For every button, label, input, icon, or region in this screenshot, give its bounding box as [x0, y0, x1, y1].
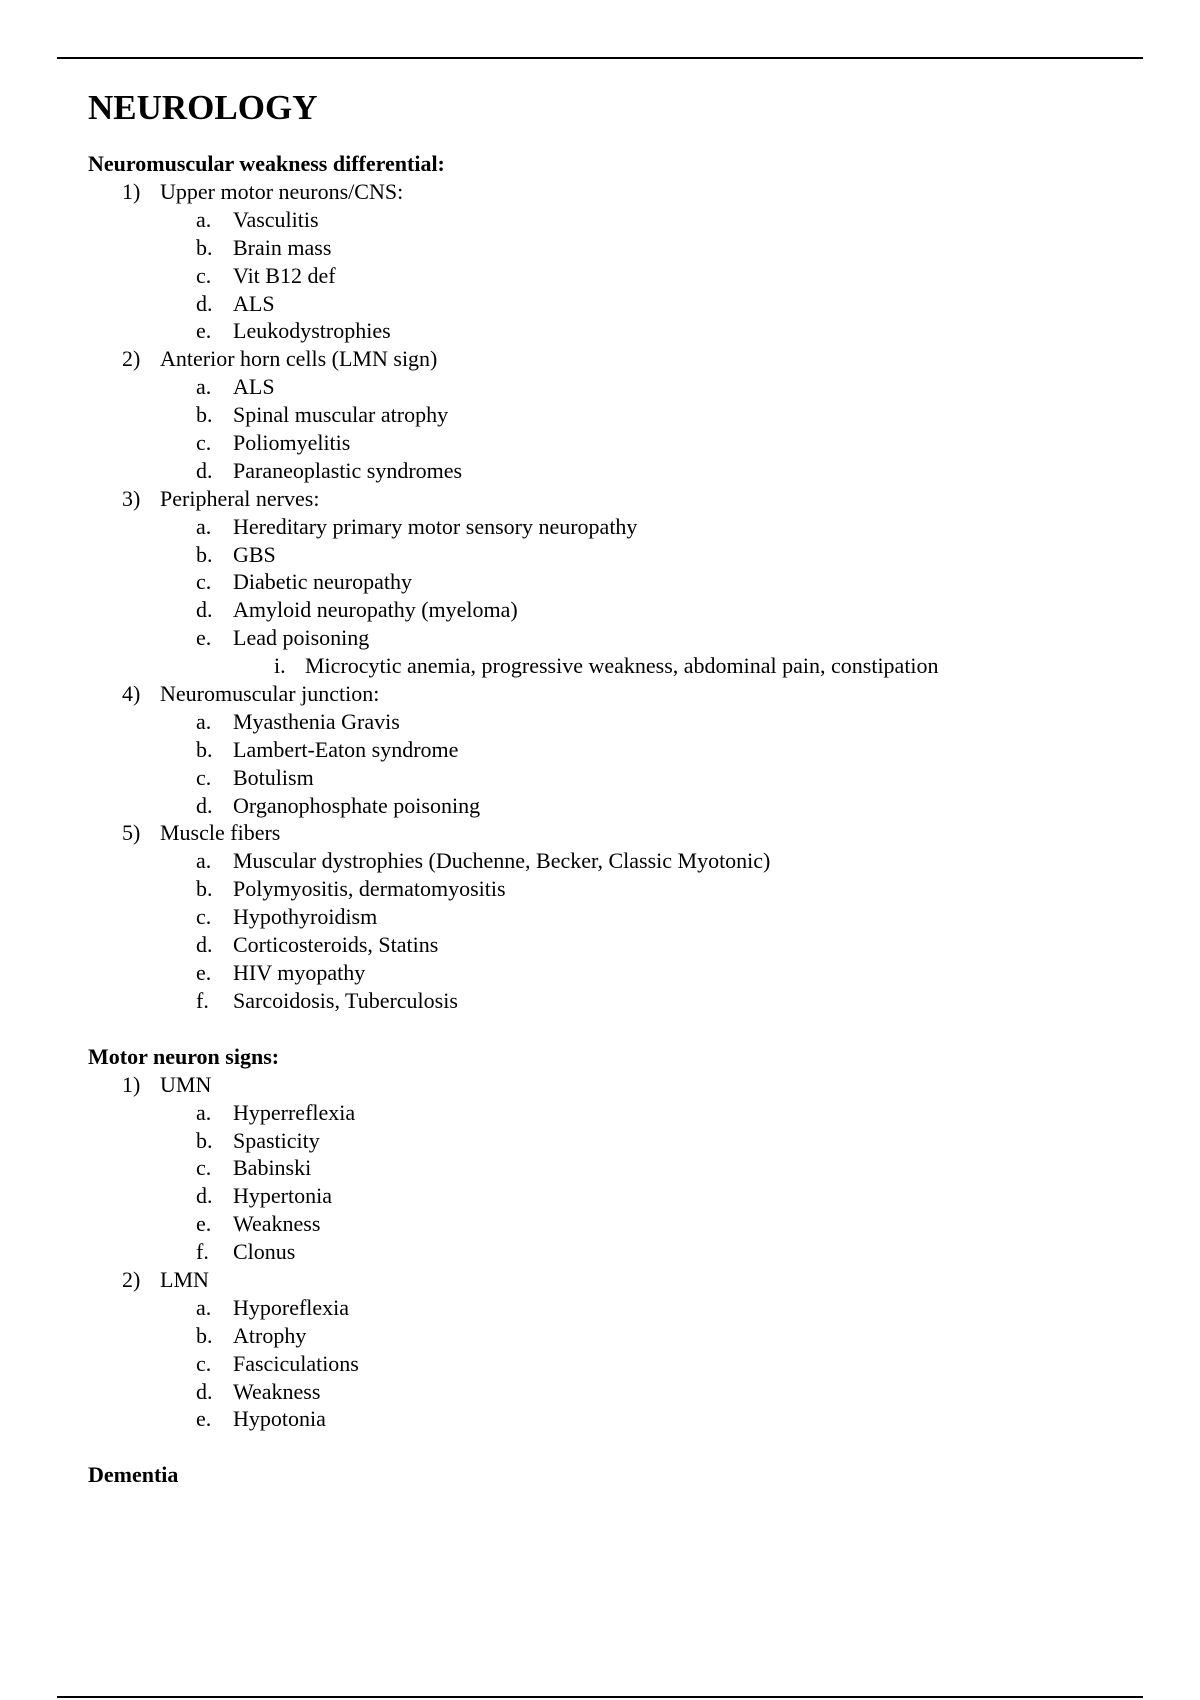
sub-list-item	[88, 959, 1148, 987]
sub-list-item	[88, 764, 1148, 792]
list-marker: c.	[196, 262, 212, 288]
list-marker: d.	[196, 792, 213, 818]
list-item-text: Hereditary primary motor sensory neuropathy	[233, 513, 638, 539]
list-marker: c.	[196, 904, 212, 930]
sub-list-item	[88, 708, 1148, 736]
sub-list-item	[88, 1210, 1148, 1238]
list-marker: i.	[274, 653, 286, 679]
list-item-text: Poliomyelitis	[233, 430, 351, 456]
page-title: NEUROLOGY	[88, 88, 318, 127]
list-item	[88, 178, 1148, 206]
sub-list-item	[88, 1099, 1148, 1127]
sub-list-item	[88, 234, 1148, 262]
list-item-text: Muscular dystrophies (Duchenne, Becker, Classic Myotonic)	[233, 848, 771, 874]
list-marker: b.	[196, 876, 213, 902]
list-marker: b.	[196, 1127, 213, 1153]
list-marker: 1)	[122, 1071, 141, 1097]
list-item-text: Weakness	[233, 1378, 321, 1404]
list-marker: a.	[196, 1294, 212, 1320]
list-item-text: ALS	[233, 374, 275, 400]
sub-list-item	[88, 1350, 1148, 1378]
list-item-text: Brain mass	[233, 234, 332, 260]
list-marker: a.	[196, 708, 212, 734]
list-item	[88, 819, 1148, 847]
list-item	[88, 1071, 1148, 1099]
list-item-text: ALS	[233, 290, 275, 316]
list-marker: a.	[196, 848, 212, 874]
list-item-text: Spinal muscular atrophy	[233, 402, 449, 428]
list-item-text: Vit B12 def	[233, 262, 336, 288]
section	[88, 1043, 1148, 1434]
section	[88, 1461, 1148, 1489]
top-rule	[57, 57, 1143, 59]
list-item	[88, 345, 1148, 373]
list-item-text: HIV myopathy	[233, 959, 366, 985]
sub-sub-list-item	[88, 652, 1148, 680]
sub-list-item	[88, 1378, 1148, 1406]
list-item-text: Sarcoidosis, Tuberculosis	[233, 987, 458, 1013]
sub-list-item	[88, 568, 1148, 596]
list-marker: 2)	[122, 1266, 141, 1292]
list-item-text: Neuromuscular junction:	[160, 681, 380, 707]
list-item-text: GBS	[233, 541, 276, 567]
list-item-text: Amyloid neuropathy (myeloma)	[233, 597, 518, 623]
list-item-text: Upper motor neurons/CNS:	[160, 179, 404, 204]
sub-list-item	[88, 262, 1148, 290]
list-item-text: UMN	[160, 1071, 212, 1097]
sub-list-item	[88, 457, 1148, 485]
sub-list-item	[88, 1405, 1148, 1433]
list-marker: c.	[196, 764, 212, 790]
list-marker: e.	[196, 625, 212, 651]
list-marker: c.	[196, 569, 212, 595]
sub-list-item	[88, 847, 1148, 875]
sub-list-item	[88, 290, 1148, 318]
list-item-text: Lead poisoning	[233, 625, 370, 651]
sub-list-item	[88, 317, 1148, 345]
list-item-text: Clonus	[233, 1239, 296, 1265]
list-marker: d.	[196, 597, 213, 623]
list-marker: b.	[196, 234, 213, 260]
list-marker: f.	[196, 1239, 209, 1265]
sub-list-item	[88, 401, 1148, 429]
list-item-text: Hypertonia	[233, 1183, 332, 1209]
list-marker: d.	[196, 1378, 213, 1404]
sub-list-item	[88, 1182, 1148, 1210]
list-item-text: Hyporeflexia	[233, 1294, 350, 1320]
list-item-text: Myasthenia Gravis	[233, 708, 400, 734]
list-marker: e.	[196, 1406, 212, 1432]
list-marker: c.	[196, 430, 212, 456]
list-marker: d.	[196, 932, 213, 958]
list-item-text: Atrophy	[233, 1322, 307, 1348]
list-marker: b.	[196, 402, 213, 428]
list-marker: 5)	[122, 820, 141, 846]
sub-list-item	[88, 1154, 1148, 1182]
list-item-text: Diabetic neuropathy	[233, 569, 412, 595]
list-marker: b.	[196, 541, 213, 567]
list-marker: c.	[196, 1350, 212, 1376]
list-item	[88, 680, 1148, 708]
sub-list-item	[88, 903, 1148, 931]
list-marker: f.	[196, 987, 209, 1013]
list-item-text: Organophosphate poisoning	[233, 792, 481, 818]
sub-list-item	[88, 1322, 1148, 1350]
sub-list-item	[88, 513, 1148, 541]
list-item-text: Hyperreflexia	[233, 1099, 356, 1125]
sub-list-item	[88, 736, 1148, 764]
sub-list-item	[88, 792, 1148, 820]
list-marker: c.	[196, 1155, 212, 1181]
list-marker: b.	[196, 1322, 213, 1348]
list-marker: d.	[196, 290, 213, 316]
section-heading: Motor neuron signs:	[88, 1043, 280, 1069]
sub-list-item	[88, 429, 1148, 457]
sub-list-item	[88, 1294, 1148, 1322]
list-item	[88, 1266, 1148, 1294]
list-marker: a.	[196, 513, 212, 539]
list-item	[88, 485, 1148, 513]
list-item-text: Babinski	[233, 1155, 312, 1181]
list-marker: 2)	[122, 346, 141, 372]
list-marker: 4)	[122, 681, 141, 707]
list-item-text: Hypotonia	[233, 1406, 326, 1432]
list-marker: b.	[196, 736, 213, 762]
section	[88, 150, 1148, 1015]
sub-list-item	[88, 931, 1148, 959]
sub-list-item	[88, 1127, 1148, 1155]
list-item-text: Polymyositis, dermatomyositis	[233, 876, 506, 902]
list-item-text: Anterior horn cells (LMN sign)	[160, 346, 438, 372]
section-heading: Neuromuscular weakness differential:	[88, 151, 445, 176]
list-marker: d.	[196, 1183, 213, 1209]
sub-list-item	[88, 987, 1148, 1015]
list-item-text: Hypothyroidism	[233, 904, 378, 930]
list-item-text: Microcytic anemia, progressive weakness, abdominal pain, constipation	[305, 653, 939, 679]
list-marker: d.	[196, 457, 213, 483]
list-item-text: Corticosteroids, Statins	[233, 932, 439, 958]
list-marker: a.	[196, 1099, 212, 1125]
list-item-text: Weakness	[233, 1211, 321, 1237]
list-item-text: Botulism	[233, 764, 314, 790]
list-marker: a.	[196, 374, 212, 400]
list-item-text: Vasculitis	[233, 206, 319, 232]
sub-list-item	[88, 373, 1148, 401]
list-marker: e.	[196, 959, 212, 985]
sub-list-item	[88, 875, 1148, 903]
sub-list-item	[88, 541, 1148, 569]
list-item-text: Lambert-Eaton syndrome	[233, 736, 459, 762]
sections-container	[88, 150, 1148, 1489]
list-item-text: Paraneoplastic syndromes	[233, 457, 463, 483]
sub-list-item	[88, 624, 1148, 652]
bottom-rule	[57, 1696, 1143, 1698]
list-item-text: Fasciculations	[233, 1350, 359, 1376]
list-marker: e.	[196, 1211, 212, 1237]
sub-list-item	[88, 596, 1148, 624]
sub-list-item	[88, 206, 1148, 234]
document-body	[88, 88, 1148, 1489]
list-item-text: Peripheral nerves:	[160, 485, 320, 511]
list-item-text: LMN	[160, 1266, 209, 1292]
section-heading: Dementia	[88, 1462, 179, 1488]
list-marker: 1)	[122, 179, 141, 204]
list-marker: e.	[196, 318, 212, 344]
list-marker: 3)	[122, 485, 141, 511]
list-item-text: Muscle fibers	[160, 820, 281, 846]
list-item-text: Spasticity	[233, 1127, 320, 1153]
list-marker: a.	[196, 206, 212, 232]
sub-list-item	[88, 1238, 1148, 1266]
list-item-text: Leukodystrophies	[233, 318, 391, 344]
